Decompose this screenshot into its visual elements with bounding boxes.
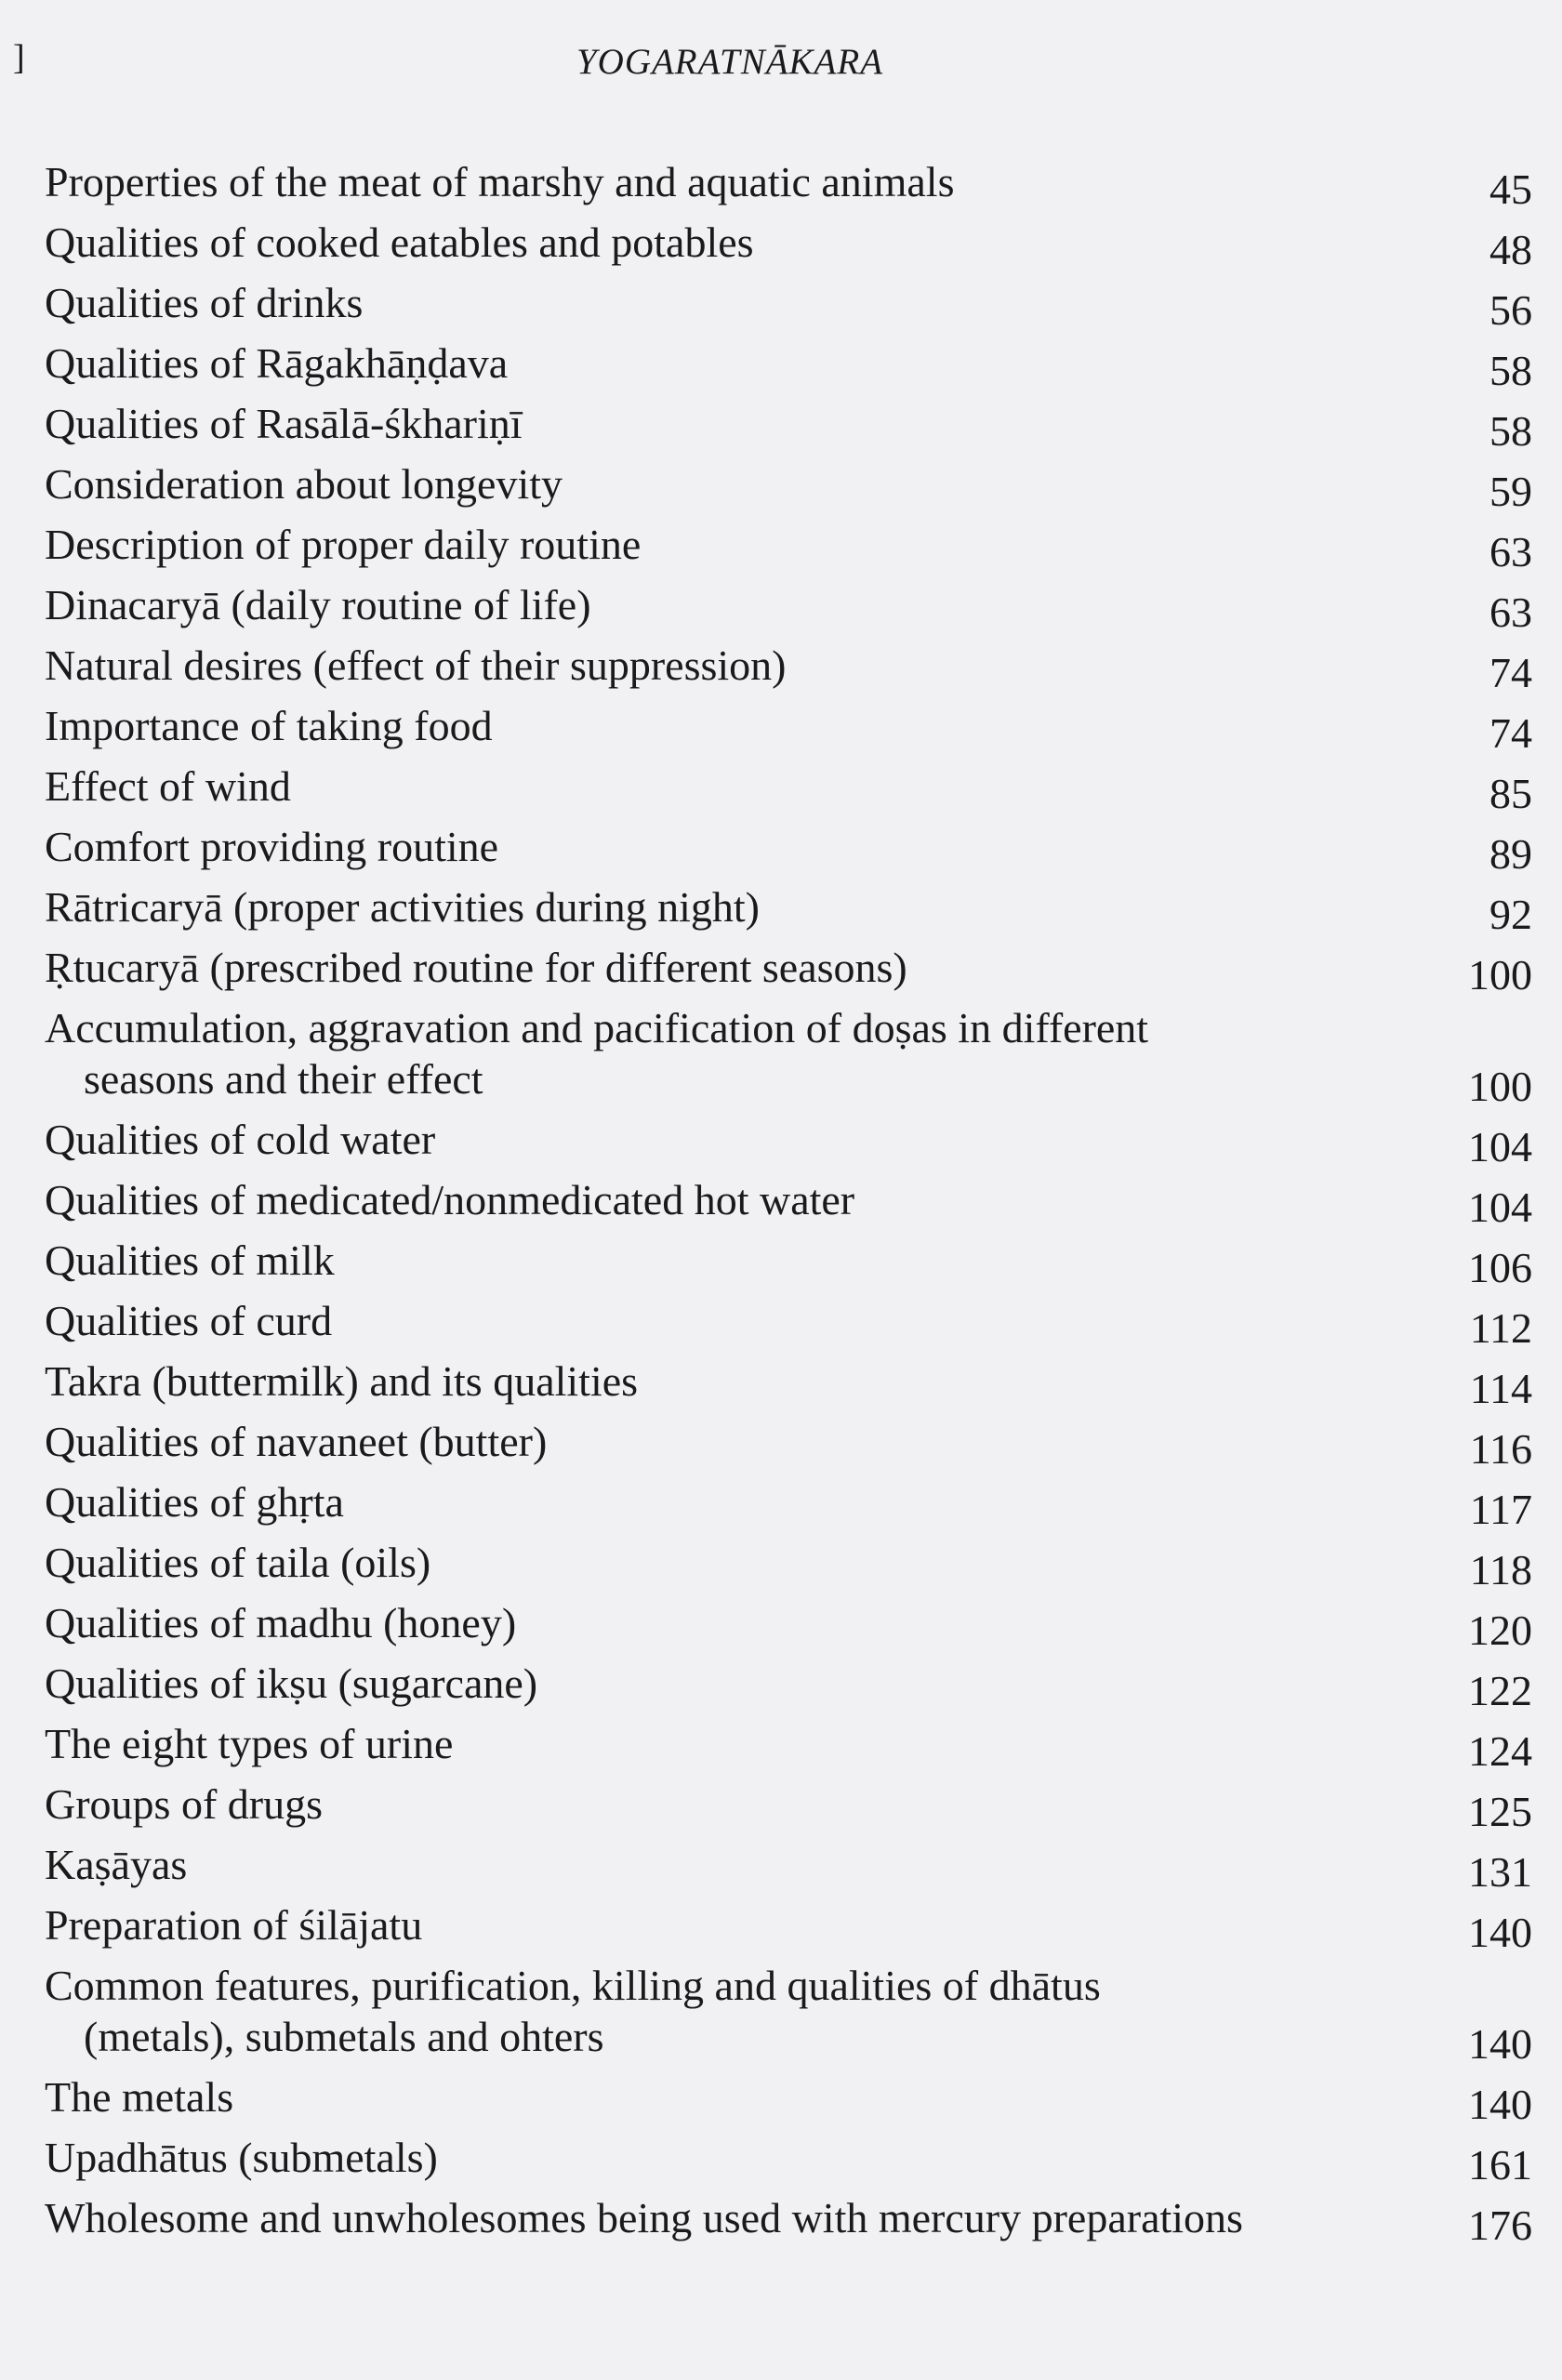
toc-entry — [45, 1537, 1532, 1597]
toc-entry-page: 118 — [1469, 1546, 1532, 1593]
toc-entry-page: 48 — [1489, 226, 1532, 273]
toc-entry-page: 63 — [1489, 588, 1532, 636]
toc-entry-page: 104 — [1468, 1183, 1532, 1231]
toc-entry-title: The eight types of urine — [45, 1720, 454, 1767]
toc-entry-title: The metals — [45, 2073, 234, 2121]
toc-entry — [45, 1295, 1532, 1355]
toc-entry — [45, 1839, 1532, 1899]
toc-entry-title: Qualities of cold water — [45, 1116, 436, 1163]
toc-entry-page: 100 — [1468, 951, 1532, 998]
toc-entry — [45, 1960, 1532, 2071]
toc-entry-page: 89 — [1489, 830, 1532, 878]
toc-entry — [45, 458, 1532, 519]
toc-entry-title: Ṛtucaryā (prescribed routine for different seasons) — [45, 944, 907, 991]
toc-entry — [45, 700, 1532, 760]
toc-entry-title: Takra (buttermilk) and its qualities — [45, 1357, 639, 1405]
toc-entry-title: Wholesome and unwholesomes being used with mercury preparations — [45, 2194, 1243, 2241]
toc-entry-title: Preparation of śilājatu — [45, 1901, 423, 1949]
toc-entry — [45, 881, 1532, 942]
toc-entry-page: 63 — [1489, 528, 1532, 575]
toc-entry-title: Consideration about longevity — [45, 460, 563, 508]
toc-entry — [45, 2132, 1532, 2192]
toc-entry — [45, 519, 1532, 579]
toc-entry — [45, 398, 1532, 458]
toc-entry — [45, 1416, 1532, 1476]
toc-entry-page: 74 — [1489, 709, 1532, 757]
toc-entry — [45, 2192, 1532, 2253]
toc-entry-page: 114 — [1469, 1365, 1532, 1412]
toc-entry-title: Accumulation, aggravation and pacification of doṣas in different seasons and their effect — [45, 1004, 1149, 1103]
toc-entry — [45, 760, 1532, 821]
toc-entry-title: Kaṣāyas — [45, 1841, 188, 1888]
toc-entry-title: Common features, purification, killing and qualities of dhātus (metals), submetals and ohters — [45, 1962, 1101, 2060]
toc-entry-page: 58 — [1489, 407, 1532, 455]
toc-entry-page: 140 — [1468, 2081, 1532, 2128]
toc-entry-title: Properties of the meat of marshy and aquatic animals — [45, 158, 955, 205]
toc-entry-title: Qualities of milk — [45, 1236, 335, 1284]
toc-entry — [45, 1778, 1532, 1839]
toc-entry-title: Effect of wind — [45, 762, 291, 810]
toc-entry — [45, 821, 1532, 881]
toc-entry-page: 176 — [1468, 2202, 1532, 2249]
table-of-contents — [45, 156, 1532, 2253]
toc-entry — [45, 1355, 1532, 1416]
toc-entry-page: 56 — [1489, 286, 1532, 334]
toc-entry-page: 122 — [1468, 1667, 1532, 1714]
toc-entry-page: 59 — [1489, 468, 1532, 515]
toc-entry-title: Qualities of navaneet (butter) — [45, 1418, 548, 1465]
toc-entry-page: 45 — [1489, 165, 1532, 213]
toc-entry — [45, 1235, 1532, 1295]
toc-entry-page: 140 — [1468, 2020, 1532, 2068]
toc-entry-title: Qualities of medicated/nonmedicated hot water — [45, 1176, 855, 1223]
toc-entry-title: Description of proper daily routine — [45, 521, 642, 568]
toc-entry-title: Dinacaryā (daily routine of life) — [45, 581, 591, 628]
running-head: YOGARATNĀKARA — [576, 42, 884, 82]
toc-entry — [45, 1002, 1532, 1114]
toc-entry-title: Natural desires (effect of their suppression) — [45, 641, 787, 689]
toc-entry — [45, 277, 1532, 337]
toc-entry-page: 85 — [1489, 770, 1532, 817]
toc-entry-page: 116 — [1469, 1425, 1532, 1473]
toc-entry-page: 131 — [1468, 1848, 1532, 1896]
toc-entry-title: Qualities of cooked eatables and potables — [45, 218, 754, 266]
toc-entry-page: 117 — [1469, 1486, 1532, 1533]
toc-entry-page: 58 — [1489, 347, 1532, 394]
toc-entry-page: 124 — [1468, 1727, 1532, 1775]
toc-entry-title: Rātricaryā (proper activities during night) — [45, 883, 760, 931]
toc-entry-title: Qualities of curd — [45, 1297, 333, 1344]
toc-entry — [45, 1658, 1532, 1718]
toc-entry — [45, 1899, 1532, 1960]
toc-entry — [45, 1114, 1532, 1174]
toc-entry-title: Qualities of Rasālā-śkhariṇī — [45, 400, 523, 447]
toc-entry-page: 112 — [1469, 1304, 1532, 1352]
toc-entry-title: Groups of drugs — [45, 1780, 323, 1828]
toc-entry — [45, 337, 1532, 398]
toc-entry — [45, 942, 1532, 1002]
toc-entry-title: Qualities of Rāgakhāṇḍava — [45, 339, 509, 387]
toc-entry — [45, 156, 1532, 217]
toc-entry-title: Comfort providing routine — [45, 823, 499, 870]
toc-entry-title: Upadhātus (submetals) — [45, 2134, 438, 2181]
toc-entry — [45, 217, 1532, 277]
toc-entry-page: 125 — [1468, 1788, 1532, 1835]
toc-entry-page: 161 — [1468, 2141, 1532, 2188]
toc-entry-page: 74 — [1489, 649, 1532, 696]
toc-entry-page: 106 — [1468, 1244, 1532, 1291]
toc-entry-title: Qualities of madhu (honey) — [45, 1599, 517, 1646]
toc-entry — [45, 1174, 1532, 1235]
toc-entry — [45, 1597, 1532, 1658]
toc-entry-page: 92 — [1489, 891, 1532, 938]
toc-entry-title: Importance of taking food — [45, 702, 493, 749]
toc-entry-title: Qualities of drinks — [45, 279, 364, 326]
toc-entry — [45, 1718, 1532, 1778]
toc-entry-title: Qualities of ikṣu (sugarcane) — [45, 1659, 538, 1707]
toc-entry — [45, 640, 1532, 700]
toc-entry-page: 120 — [1468, 1606, 1532, 1654]
toc-entry — [45, 579, 1532, 640]
page-marker: ] — [13, 38, 25, 77]
toc-entry-page: 100 — [1468, 1063, 1532, 1110]
toc-entry — [45, 1476, 1532, 1537]
toc-entry-title: Qualities of ghṛta — [45, 1478, 344, 1526]
toc-entry-title: Qualities of taila (oils) — [45, 1539, 431, 1586]
toc-entry — [45, 2071, 1532, 2132]
toc-entry-page: 104 — [1468, 1123, 1532, 1170]
toc-entry-page: 140 — [1468, 1909, 1532, 1956]
